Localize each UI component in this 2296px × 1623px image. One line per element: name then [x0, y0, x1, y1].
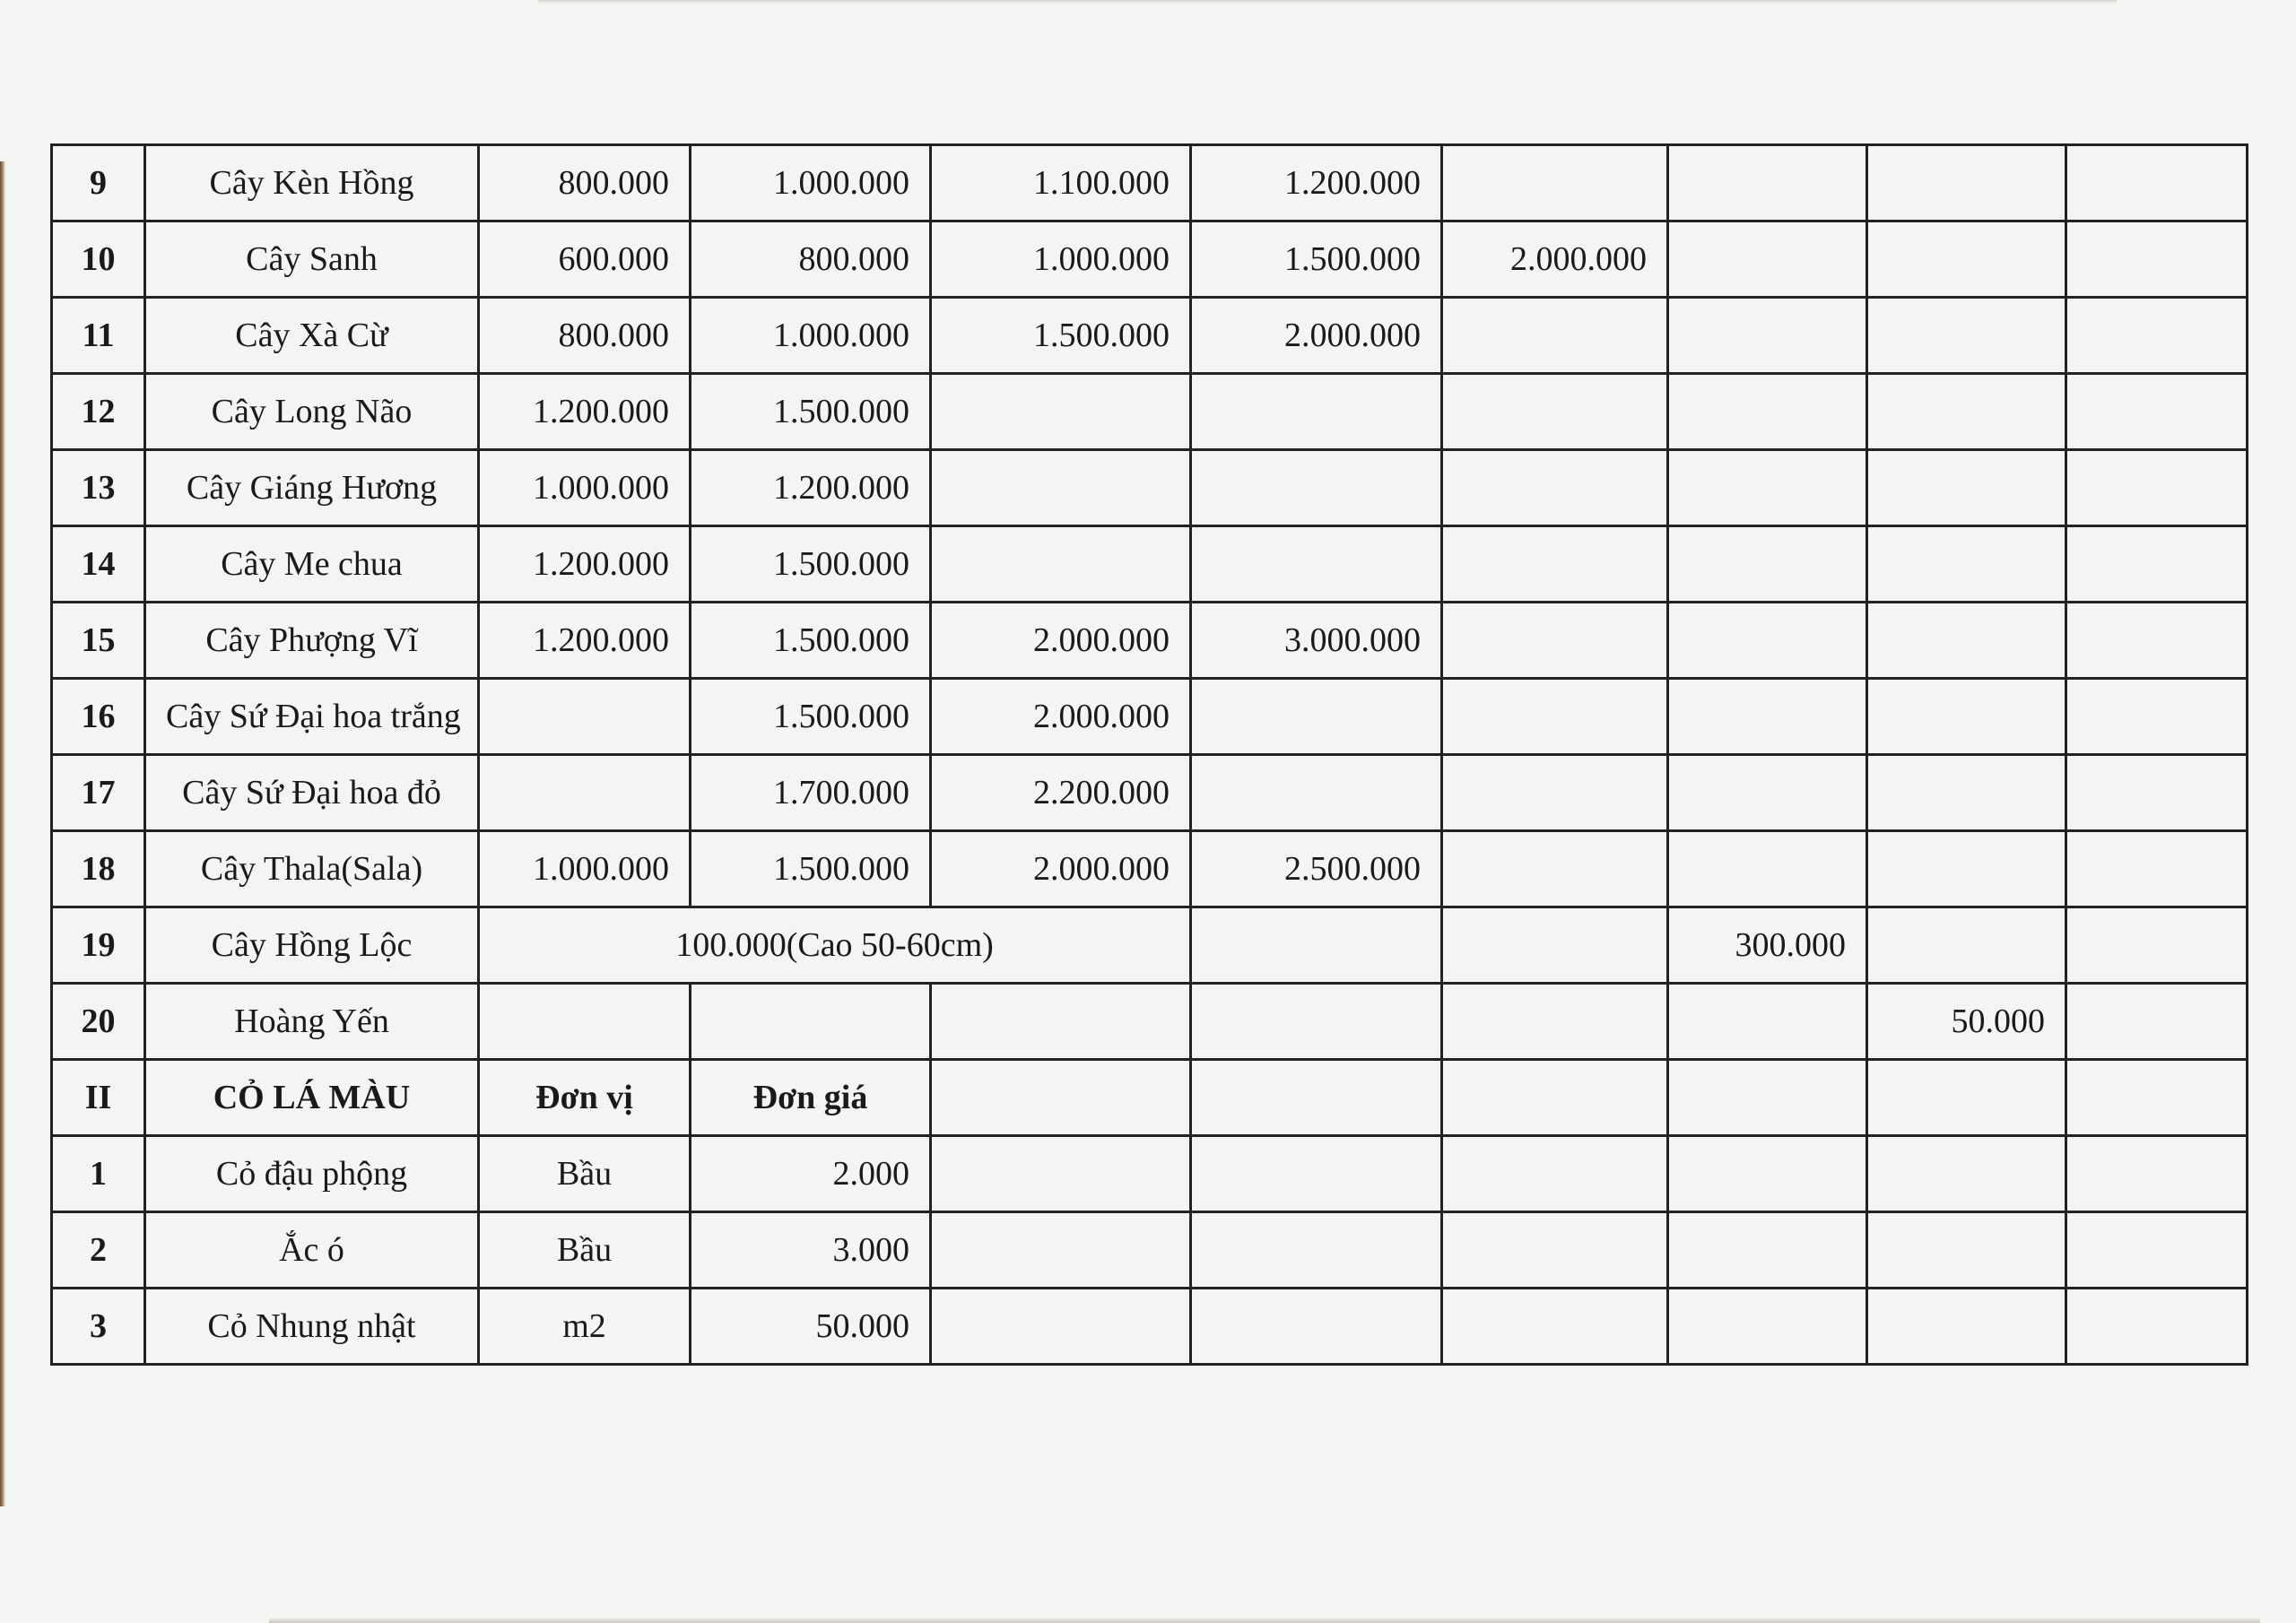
row-number: 14 [52, 526, 145, 603]
price-cell [1191, 450, 1442, 526]
price-cell [1442, 145, 1668, 221]
empty-cell [1442, 1289, 1668, 1365]
price-cell: 3.000 [691, 1212, 931, 1289]
price-cell [1867, 603, 2066, 679]
price-cell [1191, 755, 1442, 831]
row-number: 11 [52, 298, 145, 374]
price-cell [1442, 298, 1668, 374]
empty-cell [931, 1060, 1191, 1136]
price-cell [1668, 298, 1867, 374]
plant-name: Cây Sứ Đại hoa trắng [145, 679, 479, 755]
price-cell [2066, 221, 2248, 298]
price-cell [479, 984, 691, 1060]
price-cell [1442, 984, 1668, 1060]
merged-price-cell: 100.000(Cao 50-60cm) [479, 907, 1191, 984]
price-cell [2066, 679, 2248, 755]
price-cell: 1.200.000 [479, 603, 691, 679]
table-row [52, 603, 2248, 679]
price-cell [691, 984, 931, 1060]
table-row [52, 221, 2248, 298]
empty-cell [931, 1289, 1191, 1365]
price-cell [931, 984, 1191, 1060]
row-number: 20 [52, 984, 145, 1060]
empty-cell [1867, 1136, 2066, 1212]
price-cell: 1.500.000 [931, 298, 1191, 374]
price-cell [1668, 221, 1867, 298]
section-number: II [52, 1060, 145, 1136]
price-cell: 1.100.000 [931, 145, 1191, 221]
table-row [52, 374, 2248, 450]
price-cell [1668, 603, 1867, 679]
row-number: 12 [52, 374, 145, 450]
price-cell [1867, 221, 2066, 298]
price-cell: 1.000.000 [691, 145, 931, 221]
price-cell [1442, 679, 1668, 755]
price-cell: 3.000.000 [1191, 603, 1442, 679]
plant-name: Cây Hồng Lộc [145, 907, 479, 984]
row-number: 16 [52, 679, 145, 755]
price-cell [1867, 755, 2066, 831]
row-number: 18 [52, 831, 145, 907]
empty-cell [1668, 1060, 1867, 1136]
plant-name: Cây Thala(Sala) [145, 831, 479, 907]
price-cell: 2.000.000 [1191, 298, 1442, 374]
row-number: 9 [52, 145, 145, 221]
price-cell [2066, 450, 2248, 526]
price-cell [1867, 450, 2066, 526]
empty-cell [1668, 1289, 1867, 1365]
price-cell [1867, 907, 2066, 984]
grass-name: Cỏ Nhung nhật [145, 1289, 479, 1365]
row-number: 3 [52, 1289, 145, 1365]
unit-cell: Bầu [479, 1136, 691, 1212]
price-cell: 1.500.000 [691, 831, 931, 907]
price-cell [479, 679, 691, 755]
price-cell [1668, 526, 1867, 603]
price-cell [1442, 526, 1668, 603]
price-cell [1442, 907, 1668, 984]
price-cell: 1.000.000 [479, 831, 691, 907]
plant-name: Cây Xà Cừ [145, 298, 479, 374]
table-row [52, 679, 2248, 755]
price-cell: 800.000 [479, 145, 691, 221]
price-cell: 1.000.000 [691, 298, 931, 374]
table-row [52, 450, 2248, 526]
price-cell [1668, 679, 1867, 755]
price-cell [1442, 603, 1668, 679]
table-row [52, 831, 2248, 907]
price-cell [479, 755, 691, 831]
price-cell: 2.000.000 [931, 603, 1191, 679]
row-number: 2 [52, 1212, 145, 1289]
price-cell [1668, 374, 1867, 450]
empty-cell [1442, 1212, 1668, 1289]
price-header: Đơn giá [691, 1060, 931, 1136]
price-cell [1867, 145, 2066, 221]
section-title: CỎ LÁ MÀU [145, 1060, 479, 1136]
price-cell [2066, 374, 2248, 450]
price-cell: 2.000.000 [931, 831, 1191, 907]
price-cell: 1.500.000 [1191, 221, 1442, 298]
empty-cell [1442, 1136, 1668, 1212]
price-cell [1668, 984, 1867, 1060]
price-cell: 50.000 [1867, 984, 2066, 1060]
empty-cell [2066, 1060, 2248, 1136]
empty-cell [1668, 1212, 1867, 1289]
table-row [52, 145, 2248, 221]
price-cell [2066, 526, 2248, 603]
plant-name: Cây Kèn Hồng [145, 145, 479, 221]
empty-cell [2066, 1136, 2248, 1212]
price-cell: 50.000 [691, 1289, 931, 1365]
price-cell: 600.000 [479, 221, 691, 298]
plant-name: Cây Sanh [145, 221, 479, 298]
empty-cell [1191, 1212, 1442, 1289]
price-cell [1442, 450, 1668, 526]
price-table [50, 143, 2248, 1366]
price-cell [2066, 298, 2248, 374]
empty-cell [1668, 1136, 1867, 1212]
row-number: 19 [52, 907, 145, 984]
price-cell [2066, 145, 2248, 221]
plant-name: Cây Phượng Vĩ [145, 603, 479, 679]
row-number: 1 [52, 1136, 145, 1212]
price-cell [1668, 145, 1867, 221]
grass-name: Ắc ó [145, 1212, 479, 1289]
empty-cell [1191, 1136, 1442, 1212]
grass-name: Cỏ đậu phộng [145, 1136, 479, 1212]
price-cell [2066, 984, 2248, 1060]
empty-cell [1867, 1289, 2066, 1365]
page-edge-bottom [269, 1618, 2260, 1623]
price-cell: 300.000 [1668, 907, 1867, 984]
price-cell [1668, 831, 1867, 907]
empty-cell [1867, 1212, 2066, 1289]
price-cell [1442, 374, 1668, 450]
table-row [52, 907, 2248, 984]
unit-header: Đơn vị [479, 1060, 691, 1136]
empty-cell [931, 1212, 1191, 1289]
unit-cell: m2 [479, 1289, 691, 1365]
price-cell: 1.200.000 [691, 450, 931, 526]
price-cell: 1.700.000 [691, 755, 931, 831]
price-cell [1191, 679, 1442, 755]
price-cell [2066, 831, 2248, 907]
price-cell [1867, 374, 2066, 450]
row-number: 17 [52, 755, 145, 831]
price-cell [1668, 755, 1867, 831]
plant-name: Cây Giáng Hương [145, 450, 479, 526]
price-cell [1442, 755, 1668, 831]
unit-cell: Bầu [479, 1212, 691, 1289]
table-row [52, 755, 2248, 831]
row-number: 10 [52, 221, 145, 298]
price-cell: 1.500.000 [691, 679, 931, 755]
price-cell: 1.000.000 [479, 450, 691, 526]
price-cell [1867, 831, 2066, 907]
price-cell: 2.200.000 [931, 755, 1191, 831]
price-cell: 1.500.000 [691, 603, 931, 679]
price-cell [1668, 450, 1867, 526]
price-cell [1867, 298, 2066, 374]
price-cell [1442, 831, 1668, 907]
table-row [52, 1289, 2248, 1365]
price-cell: 1.000.000 [931, 221, 1191, 298]
price-cell: 2.500.000 [1191, 831, 1442, 907]
row-number: 13 [52, 450, 145, 526]
empty-cell [1191, 1060, 1442, 1136]
empty-cell [1191, 1289, 1442, 1365]
table-row [52, 298, 2248, 374]
price-cell [1191, 984, 1442, 1060]
plant-name: Cây Me chua [145, 526, 479, 603]
price-cell [1867, 679, 2066, 755]
price-cell [2066, 907, 2248, 984]
price-cell [1191, 907, 1442, 984]
plant-name: Cây Long Não [145, 374, 479, 450]
price-cell: 2.000 [691, 1136, 931, 1212]
row-number: 15 [52, 603, 145, 679]
page-edge-left [0, 161, 5, 1506]
price-cell: 800.000 [479, 298, 691, 374]
empty-cell [2066, 1212, 2248, 1289]
price-cell [2066, 603, 2248, 679]
empty-cell [931, 1136, 1191, 1212]
page-edge-top [538, 0, 2117, 4]
price-cell: 1.500.000 [691, 526, 931, 603]
empty-cell [2066, 1289, 2248, 1365]
section-header-row [52, 1060, 2248, 1136]
price-cell [1867, 526, 2066, 603]
price-cell [931, 450, 1191, 526]
price-cell [1191, 374, 1442, 450]
plant-name: Cây Sứ Đại hoa đỏ [145, 755, 479, 831]
plant-name: Hoàng Yến [145, 984, 479, 1060]
table-row [52, 1212, 2248, 1289]
price-cell: 1.200.000 [479, 526, 691, 603]
table-row [52, 984, 2248, 1060]
price-cell: 1.500.000 [691, 374, 931, 450]
price-cell: 1.200.000 [1191, 145, 1442, 221]
empty-cell [1442, 1060, 1668, 1136]
price-cell [931, 526, 1191, 603]
price-cell [1191, 526, 1442, 603]
price-cell: 800.000 [691, 221, 931, 298]
empty-cell [1867, 1060, 2066, 1136]
price-cell: 1.200.000 [479, 374, 691, 450]
price-cell [931, 374, 1191, 450]
table-row [52, 526, 2248, 603]
price-cell: 2.000.000 [931, 679, 1191, 755]
table-row [52, 1136, 2248, 1212]
price-cell [2066, 755, 2248, 831]
price-cell: 2.000.000 [1442, 221, 1668, 298]
